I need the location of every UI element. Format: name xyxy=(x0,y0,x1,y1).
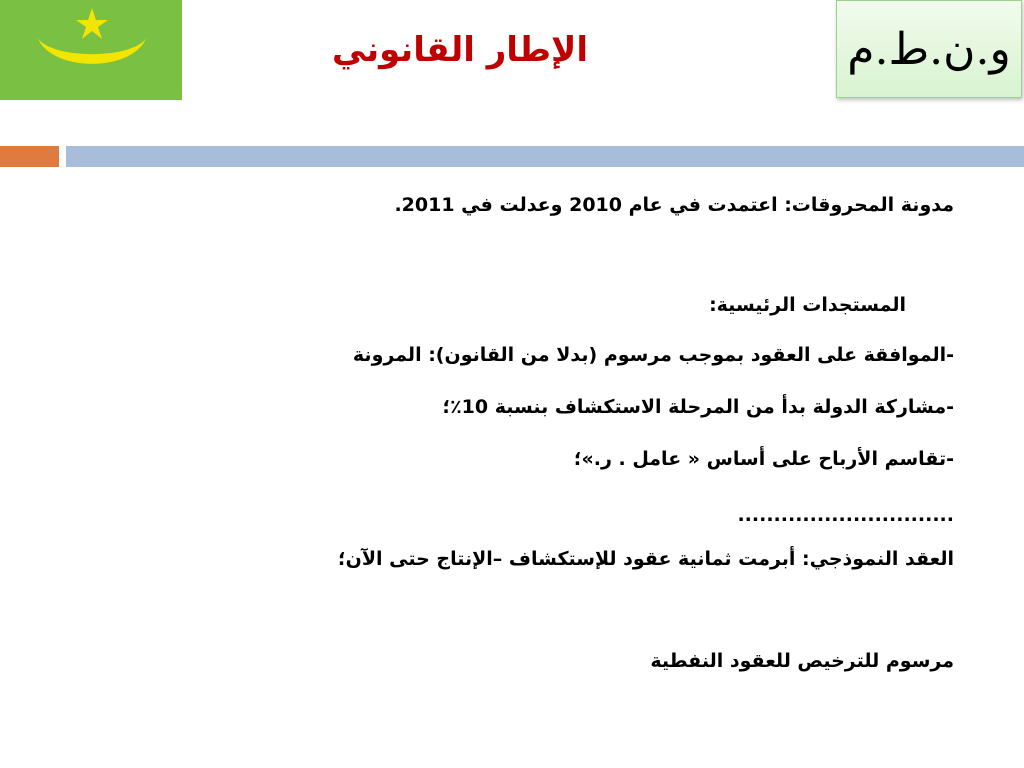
agency-acronym-box xyxy=(836,0,1022,98)
body-line-licensing-decree: مرسوم للترخيص للعقود النفطية xyxy=(650,650,954,672)
mauritania-flag xyxy=(0,0,182,100)
flag-emblem-icon xyxy=(0,0,182,100)
body-line-decree-approval: -الموافقة على العقود بموجب مرسوم (بدلا من القانون): المرونة xyxy=(352,344,954,366)
body-line-state-participation: -مشاركة الدولة بدأ من المرحلة الاستكشاف بنسبة 10٪؛ xyxy=(442,396,954,418)
body-line-model-contract: العقد النموذجي: أبرمت ثمانية عقود للإستكشاف –الإنتاج حتى الآن؛ xyxy=(338,548,954,570)
body-line-ellipsis: .............................. xyxy=(737,504,954,526)
accent-bar-blue xyxy=(66,146,1024,167)
agency-acronym: و.ن.ط.م xyxy=(847,23,1011,75)
body-line-key-updates-heading: المستجدات الرئيسية: xyxy=(709,294,906,316)
accent-bar-orange xyxy=(0,146,59,167)
slide-title: الإطار القانوني xyxy=(331,30,589,70)
body-line-profit-sharing: -تقاسم الأرباح على أساس « عامل . ر.»؛ xyxy=(573,448,954,470)
body-line-hydrocarbons-code: مدونة المحروقات: اعتمدت في عام 2010 وعدلت في 2011. xyxy=(394,194,954,216)
